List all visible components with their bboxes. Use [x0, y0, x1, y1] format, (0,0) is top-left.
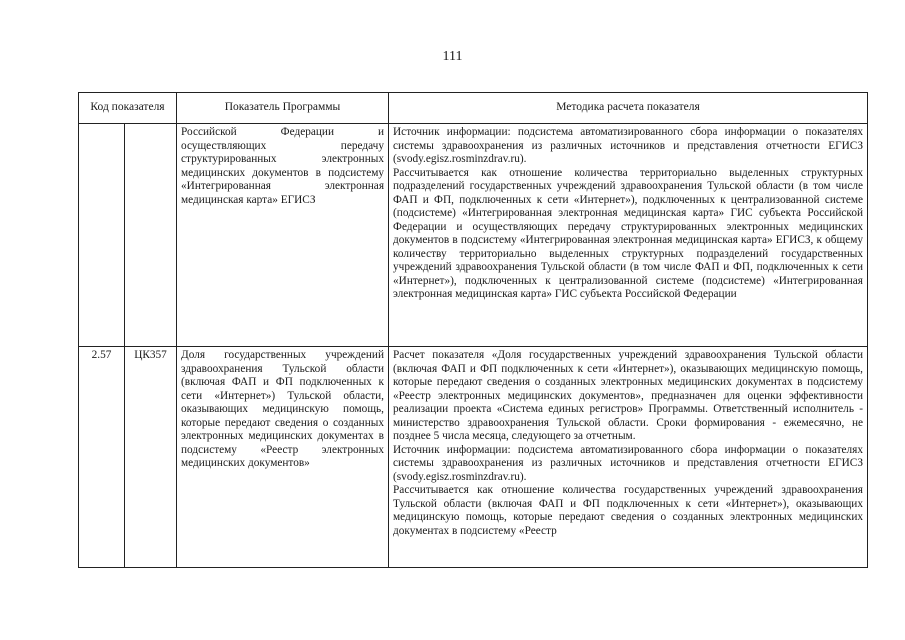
table-header-row	[79, 93, 868, 124]
page-number: 111	[442, 49, 463, 64]
row-code-cell	[125, 124, 177, 347]
header-code: Код показателя	[79, 93, 177, 124]
method-paragraph: Источник информации: подсистема автоматизированного сбора информации о показателях системы здравоохранения из различных источников и представления отчетности ЕГИСЗ (svody.egisz.rosminzdrav.ru).	[393, 443, 864, 483]
method-paragraph: Расчет показателя «Доля государственных учреждений здравоохранения Тульской области (включая ФАП и ФП подключенных к сети «Интернет»), оказывающих медицинскую помощь, которые передают сведения о созданных электронных медицинских документах в подсистему «Реестр электронных медицинских документов», предназначен для оценки эффективности реализации проекта «Система единых регистров» Программы. Ответственный исполнитель - министерство здравоохранения Тульской области. Сроки формирования - ежемесячно, не позднее 5 числа месяца, следующего за отчетным.	[393, 349, 864, 442]
method-paragraph: Источник информации: подсистема автоматизированного сбора информации о показателях системы здравоохранения из различных источников и представления отчетности ЕГИСЗ (svody.egisz.rosminzdrav.ru).	[393, 126, 864, 165]
table-row	[79, 347, 868, 568]
row-number-cell	[79, 124, 125, 347]
row-indicator-cell: Доля государственных учреждений здравоохранения Тульской области (включая ФАП и ФП подключенных к сети «Интернет») Тульской области, оказывающих медицинскую помощь, которые передают сведения о созданных электронных медицинских документах в подсистему «Реестр электронных медицинских документов»	[177, 347, 389, 568]
method-paragraph: Рассчитывается как отношение количества государственных учреждений здравоохранения Тульской области (включая ФАП и ФП подключенных к сети «Интернет»), оказывающих медицинскую помощь, которые передают сведения о созданных электронных медицинских документах в подсистему «Реестр	[393, 484, 864, 537]
row-code-cell: ЦК357	[125, 347, 177, 568]
indicators-table	[78, 92, 868, 568]
header-method: Методика расчета показателя	[389, 93, 868, 124]
row-indicator-cell: Российской Федерации и осуществляющих передачу структурированных электронных медицинских документов в подсистему «Интегрированная электронная медицинская карта» ЕГИСЗ	[177, 124, 389, 347]
header-indicator: Показатель Программы	[177, 93, 389, 124]
row-number-cell: 2.57	[79, 347, 125, 568]
row-method-cell	[389, 347, 868, 568]
row-method-cell	[389, 124, 868, 347]
table-row	[79, 124, 868, 347]
method-paragraph: Рассчитывается как отношение количества территориально выделенных структурных подразделений государственных учреждений здравоохранения Тульской области (в том числе ФАП и ФП, подключенных к сети «Интернет»), подключенных к централизованной системе (подсистеме) «Интегрированная электронная медицинская карта» ГИС субъекта Российской Федерации и осуществляющих передачу структурированных электронных медицинских документов в подсистему «Интегрированная электронная медицинская карта» ЕГИСЗ, к общему количеству территориально выделенных структурных подразделений государственных учреждений здравоохранения Тульской области (в том числе ФАП и ФП, подключенных к сети «Интернет»), подключенных к централизованной системе (подсистеме) «Интегрированная электронная медицинская карта» ГИС субъекта Российской Федерации	[393, 166, 864, 300]
